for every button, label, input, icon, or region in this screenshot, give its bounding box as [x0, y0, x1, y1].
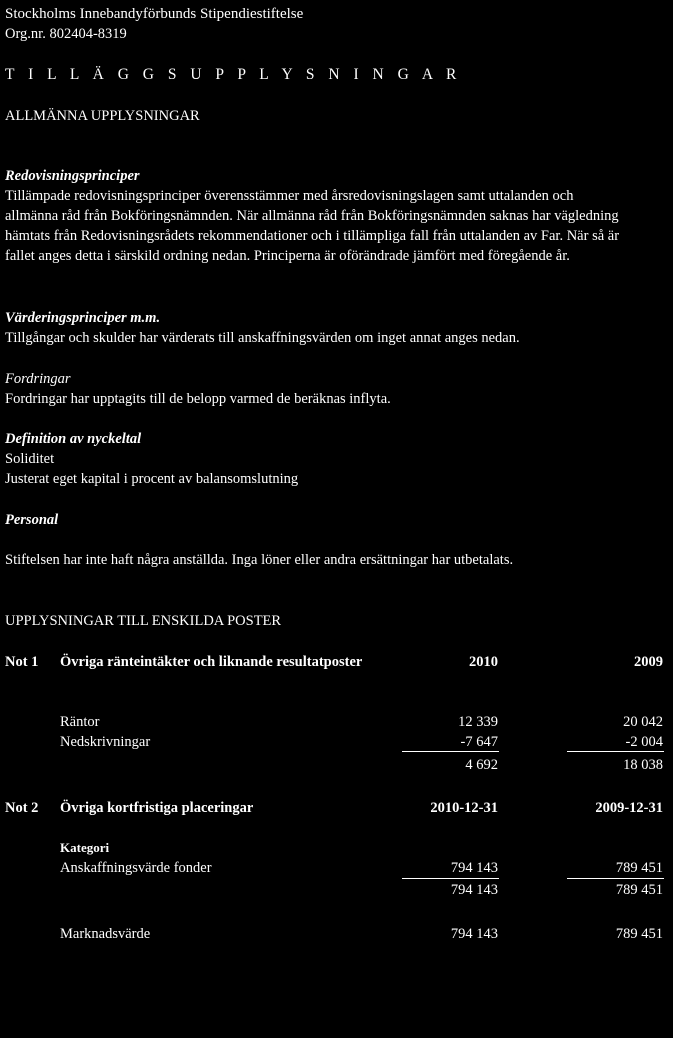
organization-number: Org.nr. 802404-8319 — [5, 26, 127, 42]
note1-label: Not 1 — [5, 654, 39, 670]
receivables-text: Fordringar har upptagits till de belopp varmed de beräknas inflyta. — [5, 391, 391, 407]
accounting-principles-line: hämtats från Redovisningsrådets rekommendationer och i tillämpliga fall från uttalanden av Far. När så är — [5, 228, 620, 244]
accounting-principles-line: allmänna råd från Bokföringsnämnden. När allmänna råd från Bokföringsnämnden saknas har vägledning — [5, 208, 619, 224]
note2-total-2009: 789 451 — [615, 882, 663, 898]
ratio-definition-text: Justerat eget kapital i procent av balansomslutning — [5, 471, 299, 487]
note1-col-2009: 2009 — [634, 654, 663, 670]
note1-sum-rule — [567, 751, 664, 752]
note1-col-2010: 2010 — [469, 654, 498, 670]
note2-sum-rule — [402, 878, 499, 879]
valuation-principles-text: Tillgångar och skulder har värderats till anskaffningsvärden om inget annat anges nedan. — [5, 330, 520, 346]
note2-label: Not 2 — [5, 800, 39, 816]
note2-row-value-2009: 789 451 — [615, 860, 663, 876]
note1-total-2010: 4 692 — [465, 757, 498, 773]
note2-title: Övriga kortfristiga placeringar — [60, 800, 254, 816]
note2-market-2009: 789 451 — [615, 926, 663, 942]
note2-col-2009: 2009-12-31 — [595, 800, 663, 816]
accounting-principles-line: Tillämpade redovisningsprinciper överensstämmer med årsredovisningslagen samt uttalanden och — [5, 188, 574, 204]
ratio-term: Soliditet — [5, 451, 55, 467]
note1-total-2009: 18 038 — [623, 757, 663, 773]
accounting-principles-line: fallet anges detta i särskild ordning nedan. Principerna är oförändrade jämfört med föregående år. — [5, 248, 570, 264]
valuation-principles-heading: Värderingsprinciper m.m. — [5, 310, 161, 326]
personnel-heading: Personal — [5, 512, 59, 528]
note1-row-label: Nedskrivningar — [60, 734, 151, 750]
accounting-principles-heading: Redovisningsprinciper — [5, 168, 140, 184]
note1-row-value-2010: -7 647 — [460, 734, 498, 750]
personnel-text: Stiftelsen har inte haft några anställda. Inga löner eller andra ersättningar har utbetalats. — [5, 552, 514, 568]
note2-category-heading: Kategori — [60, 840, 110, 855]
note2-market-label: Marknadsvärde — [60, 926, 151, 942]
note1-title: Övriga ränteintäkter och liknande resultatposter — [60, 654, 363, 670]
note2-market-2010: 794 143 — [450, 926, 498, 942]
section-heading-items: UPPLYSNINGAR TILL ENSKILDA POSTER — [5, 613, 282, 629]
note2-total-2010: 794 143 — [450, 882, 498, 898]
organization-name: Stockholms Innebandyförbunds Stipendiestiftelse — [5, 6, 304, 22]
note2-sum-rule — [567, 878, 664, 879]
receivables-heading: Fordringar — [5, 371, 71, 387]
note2-row-value-2010: 794 143 — [450, 860, 498, 876]
section-heading-general: ALLMÄNNA UPPLYSNINGAR — [5, 108, 200, 124]
page-title: T I L L Ä G G S U P P L Y S N I N G A R — [5, 66, 462, 83]
note1-row-value-2009: 20 042 — [623, 714, 663, 730]
note1-sum-rule — [402, 751, 499, 752]
note1-row-value-2009: -2 004 — [625, 734, 663, 750]
note2-row-label: Anskaffningsvärde fonder — [60, 860, 212, 876]
note1-row-value-2010: 12 339 — [458, 714, 498, 730]
note2-col-2010: 2010-12-31 — [430, 800, 498, 816]
note1-row-label: Räntor — [60, 714, 100, 730]
ratio-definition-heading: Definition av nyckeltal — [5, 431, 142, 447]
